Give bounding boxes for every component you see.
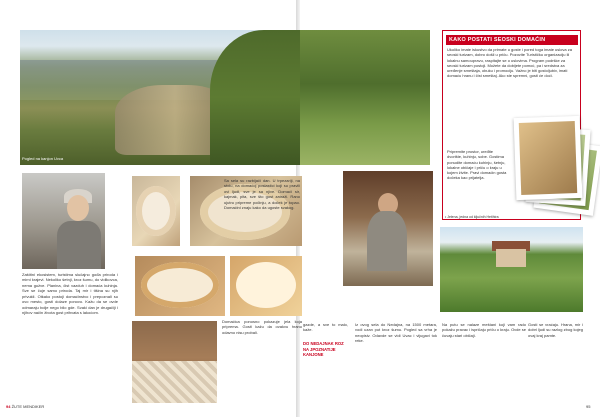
sidebar-body-2: Pripremite prostor, uređite dvorište, kuhinju, sobe. Gostima ponudite domaću kuhinju, šetnju, lokalne običaje i priču o kraju u kojem živite. Pravi domaćin gosta dočeka kao prijatelja. <box>447 149 507 181</box>
man-body <box>367 211 407 271</box>
text-column-left-3: Domaćica ponosno pokazuje jela koja priprema. Gosti kažu da ovakvu hranu odavno nisu probali. <box>222 319 302 335</box>
kitchen-photo <box>343 171 433 286</box>
publication-name: ŽUTE MENDIKER <box>11 404 45 409</box>
sidebar-title: KAKO POSTATI SEOSKI DOMAĆIN <box>446 35 578 45</box>
woman-body <box>57 221 101 269</box>
house <box>496 249 526 267</box>
page-number-left: 94 <box>6 404 11 409</box>
sidebar-caption: • Jelena, jedna od ključnih Hetihira <box>445 215 499 219</box>
meadow-photo <box>440 227 583 312</box>
text-column-left-2: Sa sela su razbijači dan. U trpezariji, na stolu, na domaćoj poslastici koji su pravili ovi ljudi, sve je sa njive. Domaći sir, kajmak, pita, sve što gost zatraži. Rano ujutru pripreme počinju, a doček je topao. Domaćini znaju kako da ugoste svakog. <box>224 178 300 211</box>
tablecloth <box>132 361 217 403</box>
page-number-right: 95 <box>586 404 591 409</box>
table-photo <box>132 321 217 403</box>
text-column-right-4: Gosti se vraćaju. Hrana, mir i dobri ljudi su razlog zbog kojeg ovaj kraj pamte. <box>528 322 583 338</box>
folio-left <box>6 404 44 409</box>
hillside-photo <box>300 30 430 165</box>
dish <box>136 186 176 236</box>
host-woman-photo <box>22 173 105 269</box>
green-hill <box>210 30 303 165</box>
dish <box>141 262 219 308</box>
card-image <box>519 121 577 195</box>
text-column-right-1: gazde, a sve to malo, kaže. <box>303 322 348 333</box>
text-column-left-1: Zaštitni ekosistem, turistima slučajno gođa priroda i mirni krajevi. Nekoliko šetnji, kroz šumu, do vidikovca, nema gužve. Planina, čist vazduh i domaća kuhinja. Sve se čuje samo priroda. Taj mir i tišina su njih privukli. Otkako postoji domaćinstvo i prepoznali su ovo mesto, gosti dolaze ponovo. Kažu da se ovde odmaraju bolje nego bilo gde. Svaki dan je drugačiji i njihov način života gost prihvata s lakoćom. <box>22 272 118 316</box>
canyon-photo <box>20 30 303 165</box>
sidebar-body-1: Ukoliko imate iskustvo da primate u goste i pored toga imate uslova za seoski turizam, dobro došli u priču. Pozovite Turističku organizaciju ili lokalnu samoupravu, raspitajte se o uslovima. Program podrške za seoski turizam postoji. Možete da dobijete pomoć, pa i sredstva za uređenje smeštaja, obuku i promociju. Važno je biti gostoljubiv, imati domaću hranu i čist smeštaj. Ako ste spremni, gosti će doći. <box>447 47 572 79</box>
section-heading: DO NEDAJNAK ROZ NA JPOZNATIJE KANJONE <box>303 341 344 357</box>
food-photo-1 <box>132 176 180 246</box>
text-column-right-3: Na putu se nalaze meštani koji vam rado pokažu pravac i ispričaju priču o kraju. Ovde se čuvaju stari običaji. <box>442 322 526 338</box>
text-column-right-2: Iz ovog sela do Nedajna, na 1500 metara, vodi uzan put kroz šumu. Pogled sa vrha je neopisiv. Odavde se vidi Uvac i vijugavi tok reke. <box>355 322 437 344</box>
canyon-caption: Pogled na kanjon Uvca <box>22 156 64 161</box>
food-photo-3 <box>135 256 225 316</box>
photo-card-3 <box>514 116 583 200</box>
woman-face <box>67 195 89 221</box>
